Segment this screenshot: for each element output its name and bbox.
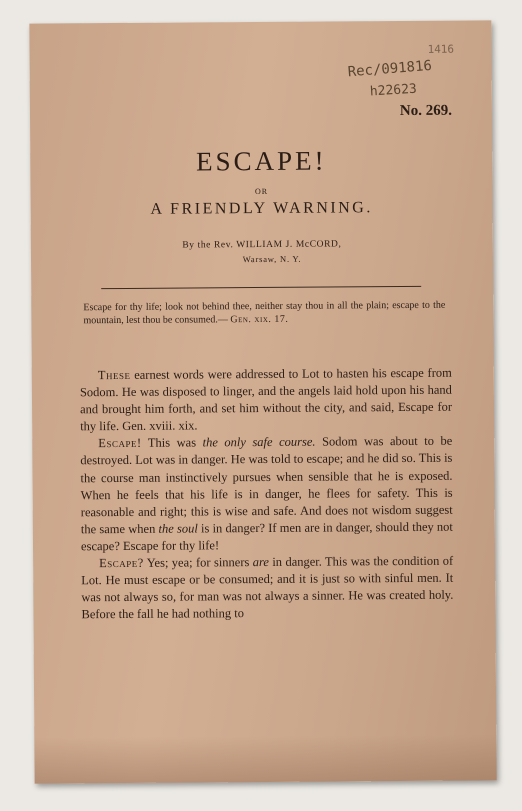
- paragraph-3-lead: Escape?: [99, 555, 144, 571]
- paragraph-1-lead: These: [97, 367, 131, 383]
- title-conjunction: OR: [254, 186, 269, 197]
- epigraph-citation: Gen. xix. 17.: [230, 313, 289, 326]
- paragraph-3: [81, 553, 453, 624]
- paragraph-3-text-b: in danger. This was the condition of Lot. He must escape or be consumed; and it is just so with sinful men. It was not always so, for man was not always a sinner. He was created holy. Before the fall he had nothing to: [81, 553, 454, 622]
- tract-subtitle: A FRIENDLY WARNING.: [150, 199, 373, 218]
- paragraph-1-text: earnest words were addressed to Lot to hasten his escape from Sodom. He was disposed to linger, and the angels laid hold upon his hand and brought him forth, and set him without the city, and said, Escape for thy life. Gen. xviii. xix.: [79, 365, 453, 434]
- body-text: [80, 365, 454, 624]
- handwritten-corner-note: 1416: [427, 42, 455, 56]
- paragraph-3-text-a: Yes; yea; for sinners: [143, 555, 253, 570]
- tract-page: [29, 20, 496, 783]
- page-content: [29, 20, 496, 783]
- paragraph-2-text-b: Sodom was about to be destroyed. Lot was in danger. He was told to escape; and he did so. This is the course man instinctively pursues when sensible that he is exposed. When he feels that his life is in danger, he flees for safety. This is reasonable and right; this is wise and safe. And does not wisdom suggest the same when: [80, 434, 453, 537]
- paragraph-2-lead: Escape!: [98, 436, 142, 451]
- paragraph-2-emphasis-2: the soul: [158, 521, 198, 536]
- paragraph-2-text-a: This was: [141, 435, 203, 451]
- divider-rule: [101, 286, 421, 289]
- author-place: Warsaw, N. Y.: [242, 253, 302, 265]
- paragraph-2-text-c: is in danger? If men are in danger, should they not escape? Escape for thy life!: [80, 519, 453, 554]
- author-byline: By the Rev. WILLIAM J. McCORD,: [182, 239, 342, 251]
- paragraph-2: [80, 433, 453, 555]
- handwritten-catalog-number: h22623: [369, 81, 418, 100]
- paragraph-1: [80, 365, 452, 436]
- epigraph-text: Escape for thy life; look not behind thee, neither stay thou in all the plain; escape to the mountain, lest thou be consumed.—: [83, 299, 446, 327]
- tract-number: No. 269.: [399, 102, 453, 120]
- paragraph-2-emphasis: the only safe course.: [202, 435, 316, 450]
- handwritten-catalog-note: Rec/091816: [347, 57, 433, 81]
- tract-title: ESCAPE!: [195, 145, 327, 177]
- paragraph-3-emphasis: are: [252, 554, 269, 570]
- epigraph: [83, 299, 445, 328]
